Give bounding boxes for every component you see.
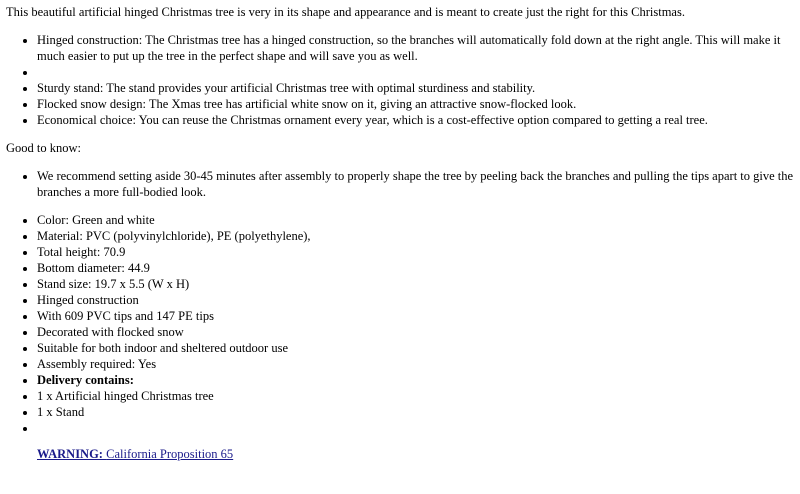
empty-list-item [37,420,794,436]
delivery-heading [37,372,794,388]
empty-list-item [37,64,794,80]
spec-list [6,212,794,436]
list-item: • Sturdy stand: The stand provides your artificial Christmas tree with optimal sturdiness and stability. [37,80,794,96]
delivery-heading-text: Delivery contains: [37,373,134,387]
list-item: • Color: Green and white [37,212,794,228]
list-item: • Bottom diameter: 44.9 [37,260,794,276]
feature-list [6,32,794,128]
list-item: • We recommend setting aside 30-45 minutes after assembly to properly shape the tree by peeling back the branches and pulling the tips apart to give the branches a more full-bodied look. [37,168,794,200]
list-item: • Stand size: 19.7 x 5.5 (W x H) [37,276,794,292]
list-item: • 1 x Stand [37,404,794,420]
list-item: • With 609 PVC tips and 147 PE tips [37,308,794,324]
list-item: • Economical choice: You can reuse the Christmas ornament every year, which is a cost-effective option compared to getting a real tree. [37,112,794,128]
list-item: • Total height: 70.9 [37,244,794,260]
warning-section [6,446,794,462]
list-item: • Hinged construction: The Christmas tree has a hinged construction, so the branches will automatically fold down at the right angle. This will make it much easier to put up the tree in the perfect shape and will save you as well. [37,32,794,64]
warning-text: California Proposition 65 [106,447,234,461]
list-item: • Suitable for both indoor and sheltered outdoor use [37,340,794,356]
list-item: • Assembly required: Yes [37,356,794,372]
list-item: • Hinged construction [37,292,794,308]
intro-paragraph: This beautiful artificial hinged Christmas tree is very in its shape and appearance and is meant to create just the right for this Christmas. [6,5,685,19]
list-item: • Flocked snow design: The Xmas tree has artificial white snow on it, giving an attractive snow-flocked look. [37,96,794,112]
warning-label: WARNING: [37,447,103,461]
list-item: • 1 x Artificial hinged Christmas tree [37,388,794,404]
list-item: • Material: PVC (polyvinylchloride), PE (polyethylene), [37,228,794,244]
list-item: • Decorated with flocked snow [37,324,794,340]
good-to-know-heading: Good to know: [6,141,81,155]
good-to-know-list [6,168,794,200]
prop65-warning-link[interactable] [37,447,233,461]
